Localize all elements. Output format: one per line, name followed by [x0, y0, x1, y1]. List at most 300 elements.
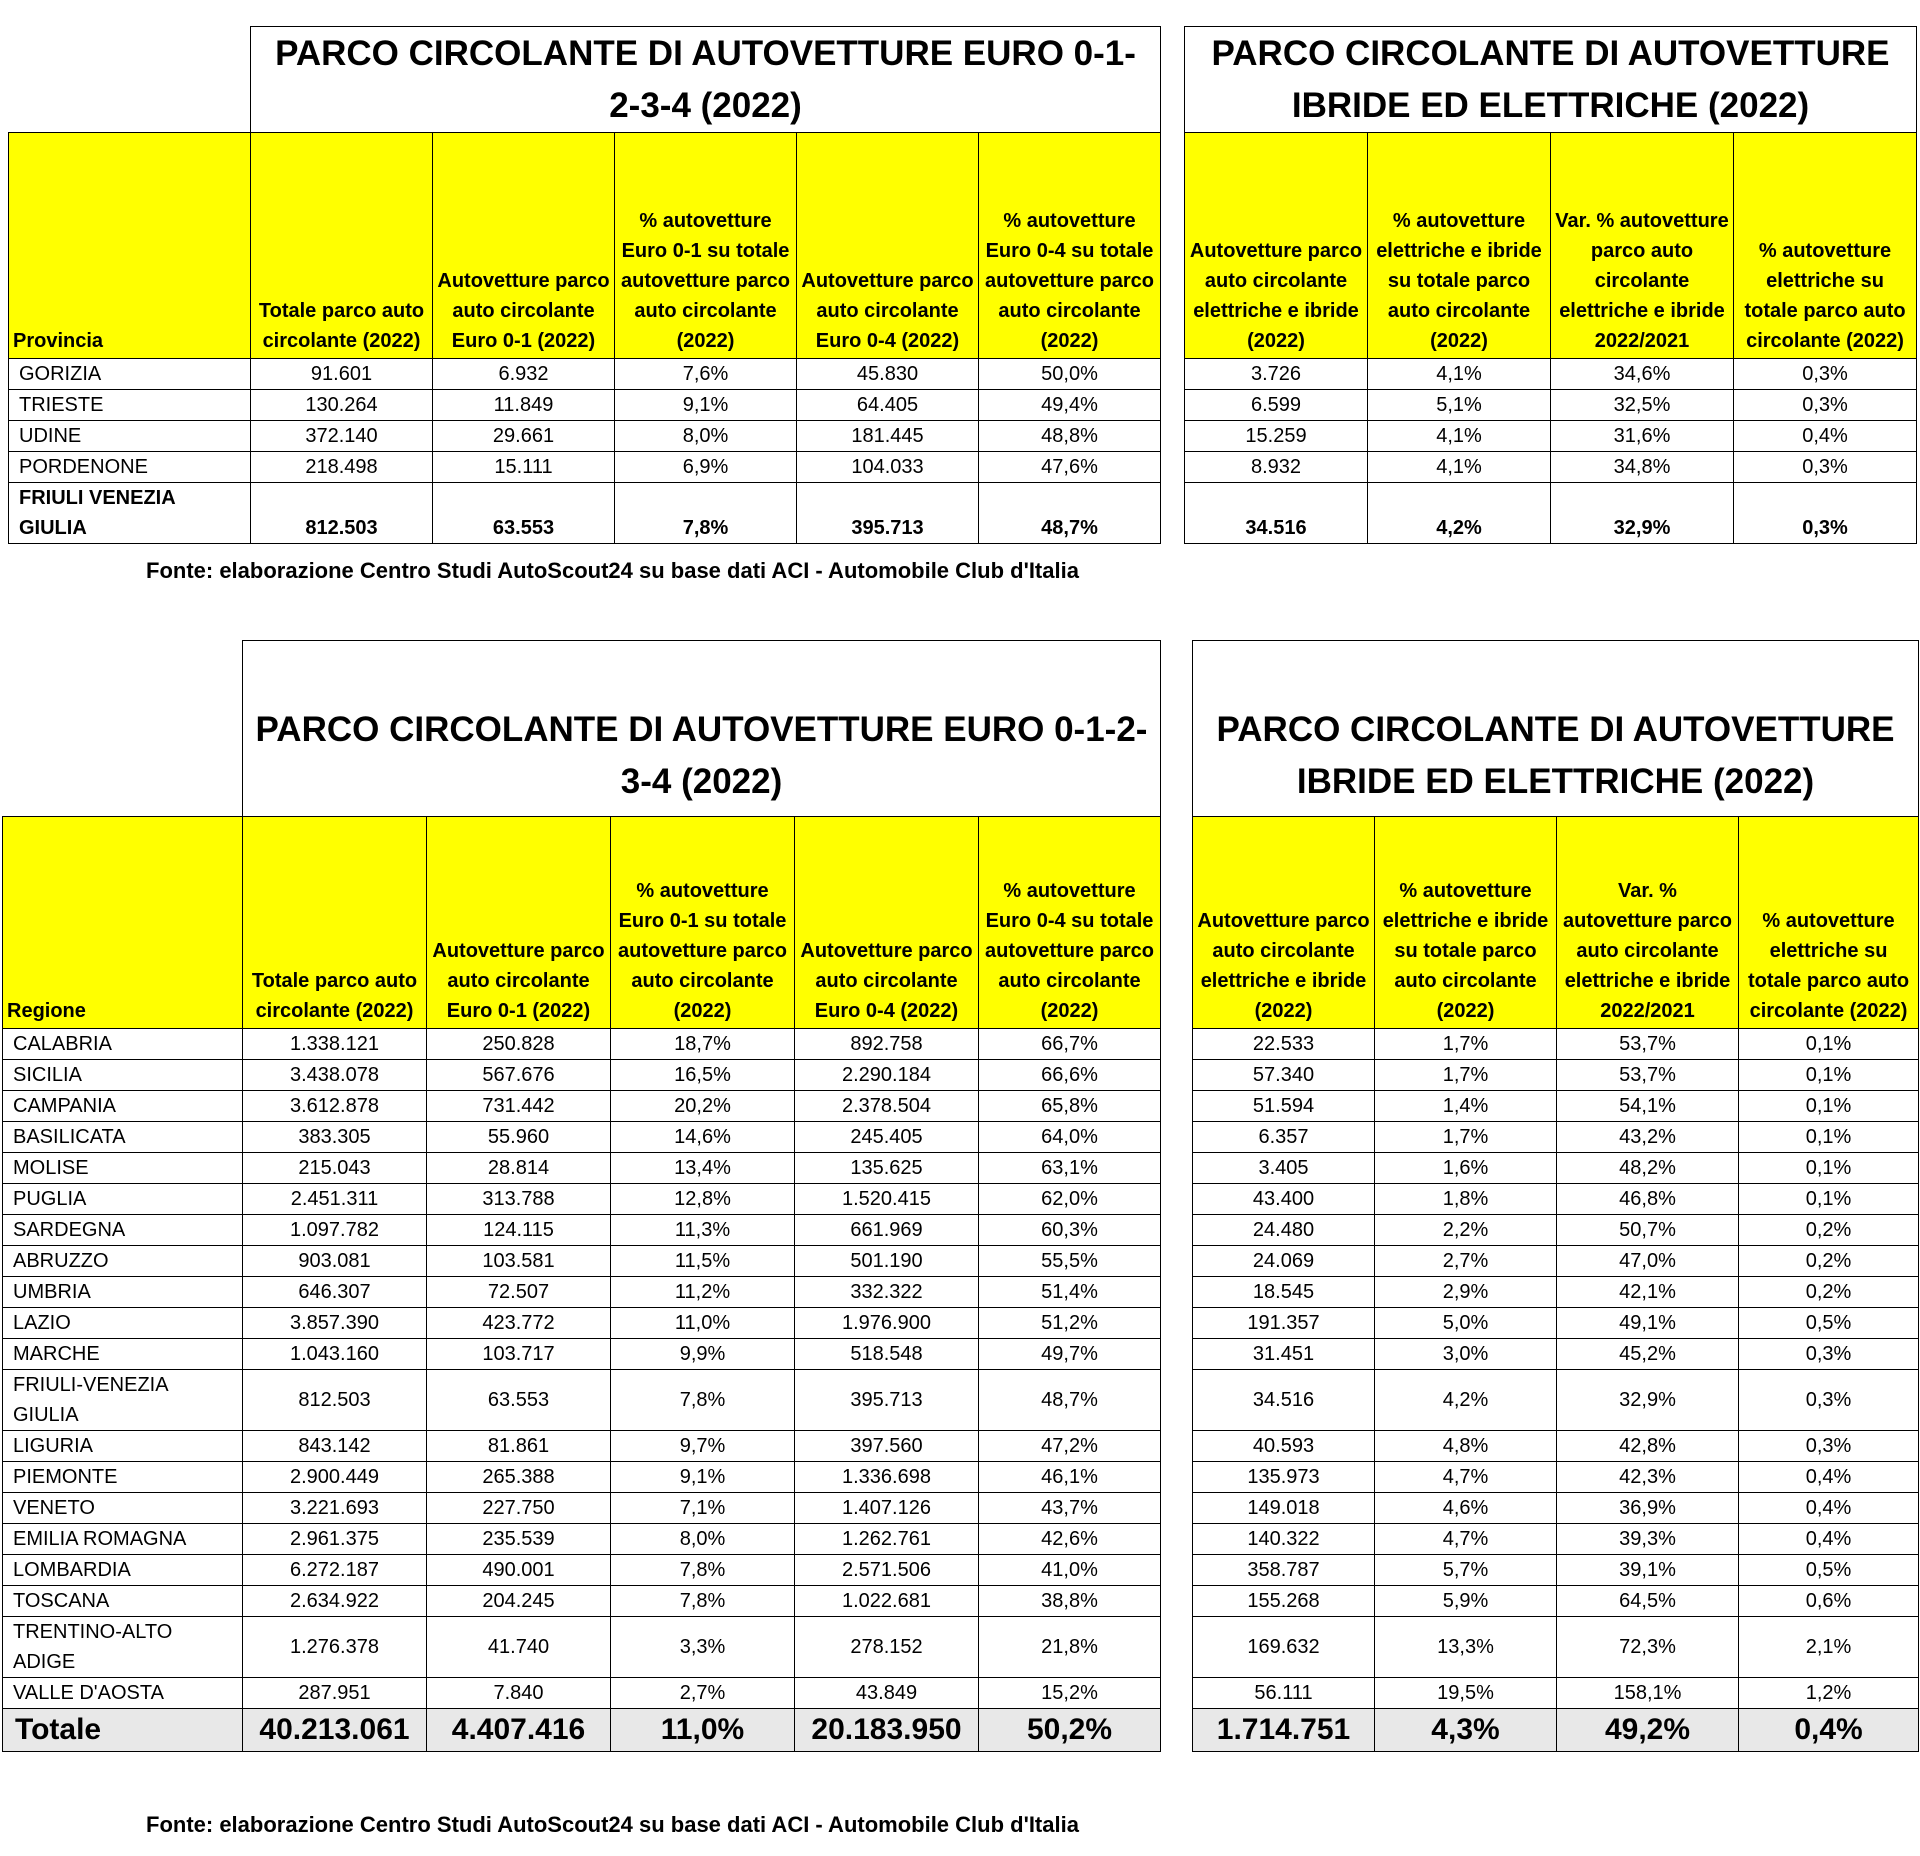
- value-cell: 2.634.922: [243, 1586, 427, 1617]
- value-cell: 72.507: [427, 1277, 611, 1308]
- table-row: [3, 1122, 1161, 1153]
- table-row: [3, 1184, 1161, 1215]
- table-row: [3, 1431, 1161, 1462]
- value-cell: 4,1%: [1368, 359, 1551, 390]
- value-cell: 1,6%: [1375, 1153, 1557, 1184]
- value-cell: 104.033: [797, 452, 979, 483]
- province-left-title: PARCO CIRCOLANTE DI AUTOVETTURE EURO 0-1-2-3-4 (2022): [251, 27, 1161, 133]
- row-label: PORDENONE: [9, 452, 251, 483]
- value-cell: 3.726: [1185, 359, 1368, 390]
- value-cell: 12,8%: [611, 1184, 795, 1215]
- value-cell: 5,1%: [1368, 390, 1551, 421]
- value-cell: 250.828: [427, 1029, 611, 1060]
- value-cell: 843.142: [243, 1431, 427, 1462]
- value-cell: 48,8%: [979, 421, 1161, 452]
- value-cell: 155.268: [1193, 1586, 1375, 1617]
- value-cell: 3.857.390: [243, 1308, 427, 1339]
- table-row: [1193, 1493, 1919, 1524]
- value-cell: 5,9%: [1375, 1586, 1557, 1617]
- total-row: [1193, 1709, 1919, 1752]
- table-row: [1193, 1060, 1919, 1091]
- table-row: [1193, 1431, 1919, 1462]
- table-row: [1193, 1215, 1919, 1246]
- table-row: [1193, 1617, 1919, 1678]
- value-cell: 64.405: [797, 390, 979, 421]
- value-cell: 62,0%: [979, 1184, 1161, 1215]
- table-row: [1185, 421, 1917, 452]
- table-row: [3, 1308, 1161, 1339]
- table-row: [3, 1277, 1161, 1308]
- value-cell: 518.548: [795, 1339, 979, 1370]
- value-cell: 4,2%: [1375, 1370, 1557, 1431]
- header-cell: % autovetture elettriche e ibride su totale parco auto circolante (2022): [1368, 133, 1551, 359]
- table-row: [1193, 1555, 1919, 1586]
- value-cell: 0,4%: [1734, 421, 1917, 452]
- table-row: [1193, 1153, 1919, 1184]
- value-cell: 7,6%: [615, 359, 797, 390]
- table-row: [1193, 1029, 1919, 1060]
- table-row: [9, 421, 1161, 452]
- value-cell: 204.245: [427, 1586, 611, 1617]
- value-cell: 4,8%: [1375, 1431, 1557, 1462]
- value-cell: 1.520.415: [795, 1184, 979, 1215]
- value-cell: 28.814: [427, 1153, 611, 1184]
- header-cell: Autovetture parco auto circolante Euro 0-1 (2022): [433, 133, 615, 359]
- value-cell: 235.539: [427, 1524, 611, 1555]
- header-cell: % autovetture elettriche su totale parco auto circolante (2022): [1739, 817, 1919, 1029]
- row-label: BASILICATA: [3, 1122, 243, 1153]
- total-value-cell: 4.407.416: [427, 1709, 611, 1752]
- value-cell: 0,3%: [1739, 1370, 1919, 1431]
- value-cell: 1,7%: [1375, 1060, 1557, 1091]
- value-cell: 1,4%: [1375, 1091, 1557, 1122]
- value-cell: 45.830: [797, 359, 979, 390]
- value-cell: 9,1%: [615, 390, 797, 421]
- value-cell: 15,2%: [979, 1678, 1161, 1709]
- row-label: PUGLIA: [3, 1184, 243, 1215]
- row-label: CAMPANIA: [3, 1091, 243, 1122]
- header-cell: % autovetture Euro 0-4 su totale autovetture parco auto circolante (2022): [979, 133, 1161, 359]
- value-cell: 36,9%: [1557, 1493, 1739, 1524]
- value-cell: 2.290.184: [795, 1060, 979, 1091]
- value-cell: 11,3%: [611, 1215, 795, 1246]
- value-cell: 3.438.078: [243, 1060, 427, 1091]
- province-right-table: [1184, 26, 1917, 544]
- table-row: [1193, 1678, 1919, 1709]
- value-cell: 490.001: [427, 1555, 611, 1586]
- region-right-block: [1192, 640, 1919, 1752]
- province-right-title: PARCO CIRCOLANTE DI AUTOVETTURE IBRIDE ED ELETTRICHE (2022): [1185, 27, 1917, 133]
- value-cell: 8.932: [1185, 452, 1368, 483]
- value-cell: 7,8%: [611, 1370, 795, 1431]
- value-cell: 43,2%: [1557, 1122, 1739, 1153]
- value-cell: 34.516: [1193, 1370, 1375, 1431]
- total-row: [1185, 483, 1917, 544]
- row-label: LAZIO: [3, 1308, 243, 1339]
- value-cell: 0,3%: [1734, 359, 1917, 390]
- value-cell: 892.758: [795, 1029, 979, 1060]
- value-cell: 46,8%: [1557, 1184, 1739, 1215]
- header-cell: Var. % autovetture parco auto circolante elettriche e ibride 2022/2021: [1551, 133, 1734, 359]
- value-cell: 0,2%: [1739, 1215, 1919, 1246]
- table-row: [9, 452, 1161, 483]
- value-cell: 5,0%: [1375, 1308, 1557, 1339]
- value-cell: 0,3%: [1734, 452, 1917, 483]
- value-cell: 7.840: [427, 1678, 611, 1709]
- table-row: [3, 1370, 1161, 1431]
- value-cell: 38,8%: [979, 1586, 1161, 1617]
- value-cell: 51.594: [1193, 1091, 1375, 1122]
- value-cell: 4,7%: [1375, 1462, 1557, 1493]
- value-cell: 66,6%: [979, 1060, 1161, 1091]
- value-cell: 34,6%: [1551, 359, 1734, 390]
- table-row: [3, 1555, 1161, 1586]
- value-cell: 15.259: [1185, 421, 1368, 452]
- value-cell: 2.451.311: [243, 1184, 427, 1215]
- value-cell: 2.378.504: [795, 1091, 979, 1122]
- value-cell: 0,3%: [1734, 390, 1917, 421]
- value-cell: 18.545: [1193, 1277, 1375, 1308]
- value-cell: 53,7%: [1557, 1060, 1739, 1091]
- value-cell: 6.272.187: [243, 1555, 427, 1586]
- value-cell: 8,0%: [615, 421, 797, 452]
- total-value-cell: 0,3%: [1734, 483, 1917, 544]
- value-cell: 0,2%: [1739, 1246, 1919, 1277]
- value-cell: 215.043: [243, 1153, 427, 1184]
- total-value-cell: 7,8%: [615, 483, 797, 544]
- value-cell: 51,4%: [979, 1277, 1161, 1308]
- table-row: [3, 1678, 1161, 1709]
- row-label: VALLE D'AOSTA: [3, 1678, 243, 1709]
- value-cell: 218.498: [251, 452, 433, 483]
- value-cell: 1.338.121: [243, 1029, 427, 1060]
- region-right-title: PARCO CIRCOLANTE DI AUTOVETTURE IBRIDE ED ELETTRICHE (2022): [1193, 641, 1919, 817]
- source-note-bottom: Fonte: elaborazione Centro Studi AutoScout24 su base dati ACI - Automobile Club d'Italia: [146, 1812, 1079, 1837]
- value-cell: 332.322: [795, 1277, 979, 1308]
- value-cell: 39,3%: [1557, 1524, 1739, 1555]
- value-cell: 42,8%: [1557, 1431, 1739, 1462]
- value-cell: 0,2%: [1739, 1277, 1919, 1308]
- value-cell: 1.407.126: [795, 1493, 979, 1524]
- value-cell: 41,0%: [979, 1555, 1161, 1586]
- value-cell: 1.262.761: [795, 1524, 979, 1555]
- value-cell: 50,7%: [1557, 1215, 1739, 1246]
- table-row: [1193, 1524, 1919, 1555]
- value-cell: 42,3%: [1557, 1462, 1739, 1493]
- value-cell: 191.357: [1193, 1308, 1375, 1339]
- region-left-title: PARCO CIRCOLANTE DI AUTOVETTURE EURO 0-1-2-3-4 (2022): [243, 641, 1161, 817]
- value-cell: 383.305: [243, 1122, 427, 1153]
- value-cell: 60,3%: [979, 1215, 1161, 1246]
- table-row: [1193, 1277, 1919, 1308]
- value-cell: 0,1%: [1739, 1122, 1919, 1153]
- value-cell: 39,1%: [1557, 1555, 1739, 1586]
- header-cell: % autovetture elettriche e ibride su totale parco auto circolante (2022): [1375, 817, 1557, 1029]
- value-cell: 45,2%: [1557, 1339, 1739, 1370]
- total-value-cell: 395.713: [797, 483, 979, 544]
- value-cell: 43.849: [795, 1678, 979, 1709]
- source-note-top: Fonte: elaborazione Centro Studi AutoScout24 su base dati ACI - Automobile Club d'Italia: [146, 558, 1079, 583]
- total-row: [3, 1709, 1161, 1752]
- region-right-table: [1192, 640, 1919, 1752]
- table-row: [1193, 1339, 1919, 1370]
- value-cell: 1,7%: [1375, 1029, 1557, 1060]
- header-cell: % autovetture Euro 0-1 su totale autovetture parco auto circolante (2022): [615, 133, 797, 359]
- value-cell: 0,3%: [1739, 1339, 1919, 1370]
- value-cell: 11,5%: [611, 1246, 795, 1277]
- value-cell: 6,9%: [615, 452, 797, 483]
- value-cell: 18,7%: [611, 1029, 795, 1060]
- value-cell: 43,7%: [979, 1493, 1161, 1524]
- header-cell: Autovetture parco auto circolante Euro 0-4 (2022): [797, 133, 979, 359]
- value-cell: 358.787: [1193, 1555, 1375, 1586]
- value-cell: 81.861: [427, 1431, 611, 1462]
- value-cell: 54,1%: [1557, 1091, 1739, 1122]
- row-label: EMILIA ROMAGNA: [3, 1524, 243, 1555]
- value-cell: 169.632: [1193, 1617, 1375, 1678]
- value-cell: 0,4%: [1739, 1462, 1919, 1493]
- table-row: [1193, 1184, 1919, 1215]
- row-label: TRENTINO-ALTO ADIGE: [3, 1617, 243, 1678]
- value-cell: 0,1%: [1739, 1060, 1919, 1091]
- value-cell: 16,5%: [611, 1060, 795, 1091]
- value-cell: 313.788: [427, 1184, 611, 1215]
- region-left-table: [2, 640, 1161, 1752]
- row-label: SICILIA: [3, 1060, 243, 1091]
- value-cell: 13,3%: [1375, 1617, 1557, 1678]
- province-block: [8, 26, 1161, 544]
- value-cell: 731.442: [427, 1091, 611, 1122]
- header-cell: Var. % autovetture parco auto circolante elettriche e ibride 2022/2021: [1557, 817, 1739, 1029]
- header-cell: % autovetture Euro 0-4 su totale autovetture parco auto circolante (2022): [979, 817, 1161, 1029]
- value-cell: 812.503: [243, 1370, 427, 1431]
- value-cell: 4,6%: [1375, 1493, 1557, 1524]
- value-cell: 0,5%: [1739, 1555, 1919, 1586]
- value-cell: 43.400: [1193, 1184, 1375, 1215]
- value-cell: 278.152: [795, 1617, 979, 1678]
- value-cell: 20,2%: [611, 1091, 795, 1122]
- total-value-cell: 4,3%: [1375, 1709, 1557, 1752]
- row-label: CALABRIA: [3, 1029, 243, 1060]
- value-cell: 63.553: [427, 1370, 611, 1431]
- value-cell: 1.276.378: [243, 1617, 427, 1678]
- value-cell: 0,3%: [1739, 1431, 1919, 1462]
- total-value-cell: 49,2%: [1557, 1709, 1739, 1752]
- total-value-cell: 50,2%: [979, 1709, 1161, 1752]
- value-cell: 48,7%: [979, 1370, 1161, 1431]
- row-label: VENETO: [3, 1493, 243, 1524]
- value-cell: 46,1%: [979, 1462, 1161, 1493]
- value-cell: 397.560: [795, 1431, 979, 1462]
- row-label: MARCHE: [3, 1339, 243, 1370]
- value-cell: 42,1%: [1557, 1277, 1739, 1308]
- value-cell: 56.111: [1193, 1678, 1375, 1709]
- value-cell: 0,4%: [1739, 1493, 1919, 1524]
- value-cell: 31.451: [1193, 1339, 1375, 1370]
- value-cell: 55,5%: [979, 1246, 1161, 1277]
- value-cell: 24.480: [1193, 1215, 1375, 1246]
- value-cell: 15.111: [433, 452, 615, 483]
- region-block: [2, 640, 1161, 1752]
- table-row: [3, 1339, 1161, 1370]
- value-cell: 47,0%: [1557, 1246, 1739, 1277]
- value-cell: 72,3%: [1557, 1617, 1739, 1678]
- value-cell: 65,8%: [979, 1091, 1161, 1122]
- row-label: TOSCANA: [3, 1586, 243, 1617]
- value-cell: 1,2%: [1739, 1678, 1919, 1709]
- row-label: LOMBARDIA: [3, 1555, 243, 1586]
- value-cell: 103.717: [427, 1339, 611, 1370]
- table-row: [1193, 1370, 1919, 1431]
- table-row: [1193, 1586, 1919, 1617]
- value-cell: 265.388: [427, 1462, 611, 1493]
- value-cell: 57.340: [1193, 1060, 1375, 1091]
- value-cell: 903.081: [243, 1246, 427, 1277]
- table-row: [3, 1493, 1161, 1524]
- value-cell: 3,3%: [611, 1617, 795, 1678]
- table-row: [1185, 452, 1917, 483]
- value-cell: 395.713: [795, 1370, 979, 1431]
- value-cell: 9,9%: [611, 1339, 795, 1370]
- value-cell: 47,2%: [979, 1431, 1161, 1462]
- value-cell: 40.593: [1193, 1431, 1375, 1462]
- value-cell: 2.900.449: [243, 1462, 427, 1493]
- value-cell: 2,7%: [1375, 1246, 1557, 1277]
- total-value-cell: 48,7%: [979, 483, 1161, 544]
- value-cell: 3.221.693: [243, 1493, 427, 1524]
- table-row: [3, 1091, 1161, 1122]
- table-row: [3, 1586, 1161, 1617]
- province-right-block: [1184, 26, 1917, 544]
- value-cell: 21,8%: [979, 1617, 1161, 1678]
- value-cell: 11.849: [433, 390, 615, 421]
- value-cell: 49,4%: [979, 390, 1161, 421]
- value-cell: 32,9%: [1557, 1370, 1739, 1431]
- total-row: [9, 483, 1161, 544]
- value-cell: 42,6%: [979, 1524, 1161, 1555]
- value-cell: 3,0%: [1375, 1339, 1557, 1370]
- value-cell: 4,7%: [1375, 1524, 1557, 1555]
- value-cell: 29.661: [433, 421, 615, 452]
- header-cell: Autovetture parco auto circolante Euro 0-1 (2022): [427, 817, 611, 1029]
- value-cell: 501.190: [795, 1246, 979, 1277]
- value-cell: 47,6%: [979, 452, 1161, 483]
- table-row: [3, 1060, 1161, 1091]
- value-cell: 66,7%: [979, 1029, 1161, 1060]
- row-label: SARDEGNA: [3, 1215, 243, 1246]
- table-row: [3, 1153, 1161, 1184]
- value-cell: 1.097.782: [243, 1215, 427, 1246]
- value-cell: 9,7%: [611, 1431, 795, 1462]
- total-value-cell: 40.213.061: [243, 1709, 427, 1752]
- value-cell: 646.307: [243, 1277, 427, 1308]
- row-label: LIGURIA: [3, 1431, 243, 1462]
- row-label: PIEMONTE: [3, 1462, 243, 1493]
- value-cell: 124.115: [427, 1215, 611, 1246]
- value-cell: 64,0%: [979, 1122, 1161, 1153]
- value-cell: 7,8%: [611, 1555, 795, 1586]
- total-value-cell: 32,9%: [1551, 483, 1734, 544]
- header-cell: % autovetture elettriche su totale parco auto circolante (2022): [1734, 133, 1917, 359]
- header-cell: Autovetture parco auto circolante Euro 0-4 (2022): [795, 817, 979, 1029]
- value-cell: 140.322: [1193, 1524, 1375, 1555]
- table-row: [1185, 359, 1917, 390]
- value-cell: 227.750: [427, 1493, 611, 1524]
- value-cell: 49,1%: [1557, 1308, 1739, 1339]
- value-cell: 50,0%: [979, 359, 1161, 390]
- table-row: [1185, 390, 1917, 421]
- value-cell: 130.264: [251, 390, 433, 421]
- total-value-cell: 34.516: [1185, 483, 1368, 544]
- value-cell: 64,5%: [1557, 1586, 1739, 1617]
- value-cell: 103.581: [427, 1246, 611, 1277]
- value-cell: 1,8%: [1375, 1184, 1557, 1215]
- value-cell: 1.022.681: [795, 1586, 979, 1617]
- value-cell: 1.976.900: [795, 1308, 979, 1339]
- value-cell: 2.571.506: [795, 1555, 979, 1586]
- value-cell: 0,5%: [1739, 1308, 1919, 1339]
- table-row: [3, 1215, 1161, 1246]
- value-cell: 8,0%: [611, 1524, 795, 1555]
- table-row: [3, 1524, 1161, 1555]
- value-cell: 1,7%: [1375, 1122, 1557, 1153]
- value-cell: 567.676: [427, 1060, 611, 1091]
- row-label: GORIZIA: [9, 359, 251, 390]
- total-value-cell: 11,0%: [611, 1709, 795, 1752]
- value-cell: 7,8%: [611, 1586, 795, 1617]
- value-cell: 14,6%: [611, 1122, 795, 1153]
- table-row: [1193, 1462, 1919, 1493]
- table-row: [3, 1029, 1161, 1060]
- table-row: [3, 1246, 1161, 1277]
- value-cell: 11,2%: [611, 1277, 795, 1308]
- value-cell: 7,1%: [611, 1493, 795, 1524]
- value-cell: 41.740: [427, 1617, 611, 1678]
- row-label: TRIESTE: [9, 390, 251, 421]
- header-cell: % autovetture Euro 0-1 su totale autovetture parco auto circolante (2022): [611, 817, 795, 1029]
- value-cell: 24.069: [1193, 1246, 1375, 1277]
- value-cell: 4,1%: [1368, 421, 1551, 452]
- header-cell: Autovetture parco auto circolante elettriche e ibride (2022): [1185, 133, 1368, 359]
- value-cell: 6.599: [1185, 390, 1368, 421]
- value-cell: 181.445: [797, 421, 979, 452]
- value-cell: 372.140: [251, 421, 433, 452]
- value-cell: 5,7%: [1375, 1555, 1557, 1586]
- value-cell: 245.405: [795, 1122, 979, 1153]
- value-cell: 19,5%: [1375, 1678, 1557, 1709]
- value-cell: 31,6%: [1551, 421, 1734, 452]
- value-cell: 34,8%: [1551, 452, 1734, 483]
- value-cell: 423.772: [427, 1308, 611, 1339]
- value-cell: 51,2%: [979, 1308, 1161, 1339]
- total-value-cell: 63.553: [433, 483, 615, 544]
- table-row: [1193, 1091, 1919, 1122]
- value-cell: 3.612.878: [243, 1091, 427, 1122]
- table-row: [1193, 1246, 1919, 1277]
- value-cell: 135.973: [1193, 1462, 1375, 1493]
- table-row: [3, 1617, 1161, 1678]
- value-cell: 0,1%: [1739, 1029, 1919, 1060]
- table-row: [3, 1462, 1161, 1493]
- value-cell: 55.960: [427, 1122, 611, 1153]
- value-cell: 149.018: [1193, 1493, 1375, 1524]
- value-cell: 0,1%: [1739, 1091, 1919, 1122]
- province-label-header: Provincia: [9, 133, 251, 359]
- value-cell: 63,1%: [979, 1153, 1161, 1184]
- total-value-cell: 4,2%: [1368, 483, 1551, 544]
- value-cell: 4,1%: [1368, 452, 1551, 483]
- value-cell: 32,5%: [1551, 390, 1734, 421]
